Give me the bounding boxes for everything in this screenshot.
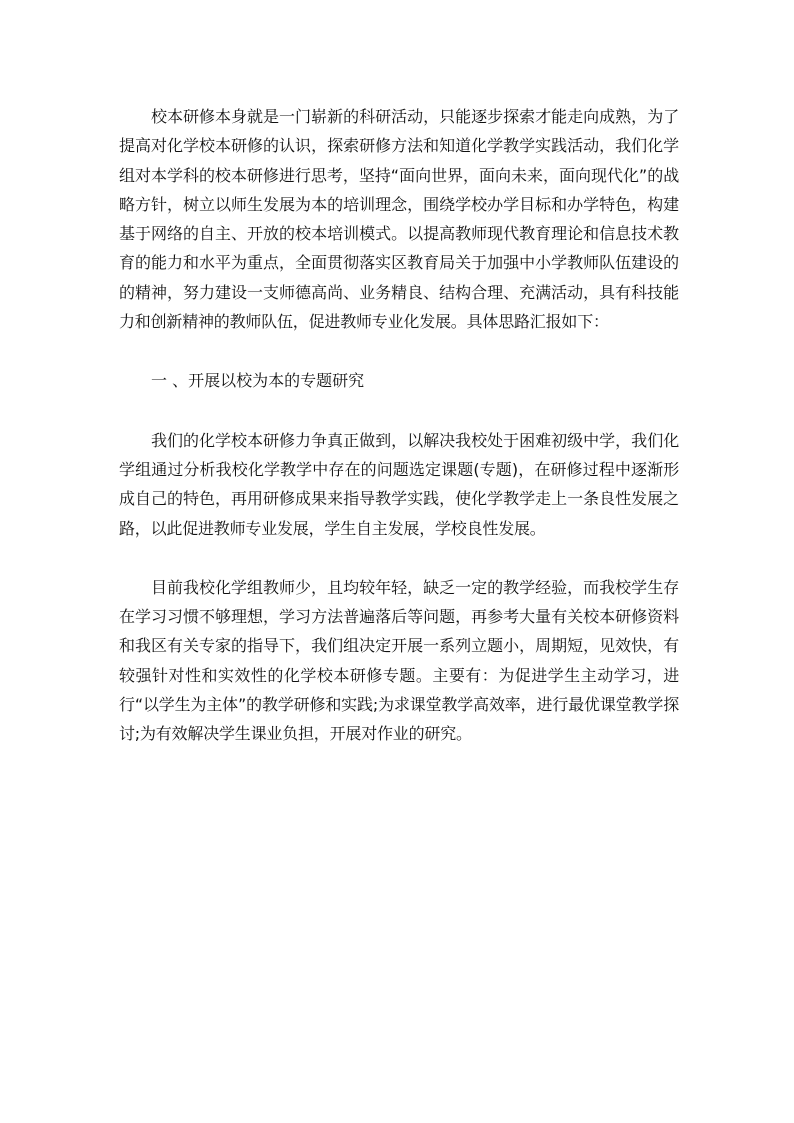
body-paragraph-1: 我们的化学校本研修力争真正做到，以解决我校处于困难初级中学，我们化学组通过分析我校化学教学中存在的问题选定课题(专题)，在研修过程中逐渐形成自己的特色，再用研修成果来指导教学实践，使化学教学走上一条良性发展之路，以此促进教师专业发展，学生自主发展，学校良性发展。 (119, 430, 679, 538)
section-heading: 一 、开展以校为本的专题研究 (151, 371, 365, 391)
paragraph-spacer (119, 396, 679, 426)
document-page (119, 102, 679, 749)
paragraph-spacer (119, 336, 679, 366)
paragraph-spacer (119, 543, 679, 573)
body-paragraph-2: 目前我校化学组教师少，且均较年轻，缺乏一定的教学经验，而我校学生存在学习习惯不够理想，学习方法普遍落后等问题，再参考大量有关校本研修资料和我区有关专家的指导下，我们组决定开展一系列立题小，周期短，见效快，有较强针对性和实效性的化学校本研修专题。主要有：为促进学生主动学习，进行“以学生为主体”的教学研修和实践;为求课堂教学高效率，进行最优课堂教学探讨;为有效解决学生课业负担，开展对作业的研究。 (119, 577, 679, 744)
intro-paragraph: 校本研修本身就是一门崭新的科研活动，只能逐步探索才能走向成熟，为了提高对化学校本研修的认识，探索研修方法和知道化学教学实践活动，我们化学组对本学科的校本研修进行思考，坚持“面向世界，面向未来，面向现代化”的战略方针，树立以师生发展为本的培训理念，围绕学校办学目标和办学特色，构建基于网络的自主、开放的校本培训模式。以提高教师现代教育理论和信息技术教育的能力和水平为重点，全面贯彻落实区教育局关于加强中小学教师队伍建设的的精神，努力建设一支师德高尚、业务精良、结构合理、充满活动，具有科技能力和创新精神的教师队伍，促进教师专业化发展。具体思路汇报如下： (119, 107, 679, 332)
